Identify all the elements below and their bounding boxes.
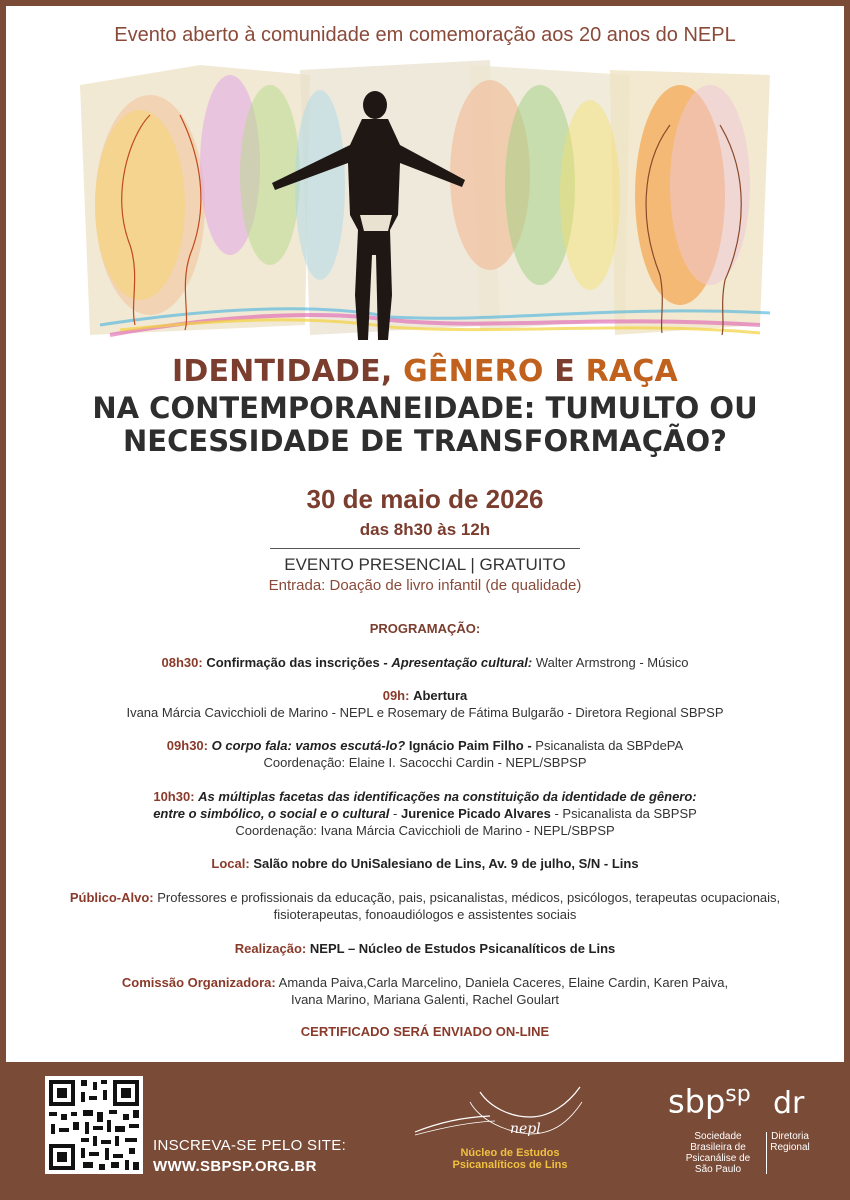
dr-description xyxy=(765,1131,815,1153)
info-value: Salão nobre do UniSalesiano de Lins, Av. 9 de julho, S/N - Lins xyxy=(253,856,639,871)
info-publico xyxy=(0,889,850,923)
nepl-name-line-1: Núcleo de Estudos xyxy=(460,1147,560,1159)
hero-illustration xyxy=(70,55,780,350)
event-mode: EVENTO PRESENCIAL | GRATUITO xyxy=(284,555,566,574)
title-word-raca: RAÇA xyxy=(585,354,678,389)
info-label: Público-Alvo: xyxy=(69,890,154,905)
title-word-e: E xyxy=(554,354,575,389)
program-detail: Ivana Márcia Cavicchioli de Marino - NEPL e Rosemary de Fátima Bulgarão - Diretora Regional SBPSP xyxy=(126,705,724,720)
program-title: Confirmação das inscrições - xyxy=(206,655,388,670)
nepl-name xyxy=(440,1147,580,1171)
info-value-2: fisioterapeutas, fonoaudiólogos e assistentes sociais xyxy=(273,907,577,922)
program-time: 08h30: xyxy=(161,655,203,670)
sbp-desc-line: Brasileira de xyxy=(690,1142,746,1153)
program-time: 09h: xyxy=(382,688,410,703)
program-subtitle: Apresentação cultural: xyxy=(391,655,533,670)
nepl-mark-text: nepl xyxy=(510,1121,541,1137)
title-lines-2-3 xyxy=(0,392,850,458)
dr-desc-line: Regional xyxy=(770,1142,810,1153)
title-word-identidade: IDENTIDADE, xyxy=(172,354,393,389)
qr-code[interactable] xyxy=(45,1076,143,1174)
program-title: As múltiplas facetas das identificações na constituição da identidade de gênero: xyxy=(198,789,697,804)
program-coordination: Coordenação: Elaine I. Sacocchi Cardin - NEPL/SBPSP xyxy=(263,755,587,770)
program-coordination: Coordenação: Ivana Márcia Cavicchioli de Marino - NEPL/SBPSP xyxy=(235,823,615,838)
dr-logo: dr xyxy=(773,1086,805,1121)
sbp-desc-line: Sociedade xyxy=(694,1131,742,1142)
title-line-2: NA CONTEMPORANEIDADE: TUMULTO OU xyxy=(92,391,758,425)
program-time: 10h30: xyxy=(153,789,195,804)
info-value: Professores e profissionais da educação, pais, psicanalistas, médicos, psicólogos, terapeutas ocupacionais, xyxy=(157,890,781,905)
sbp-desc-line: São Paulo xyxy=(694,1164,742,1175)
sbpsp-logo xyxy=(668,1082,751,1121)
event-entry: Entrada: Doação de livro infantil (de qualidade) xyxy=(268,577,582,594)
program-role: - Psicanalista da SBPSP xyxy=(554,806,697,821)
program-title: O corpo fala: vamos escutá-lo? xyxy=(211,738,406,753)
program-title: Abertura xyxy=(413,688,468,703)
sbpsp-description xyxy=(668,1131,768,1175)
program-item-0830 xyxy=(0,654,850,671)
info-local xyxy=(0,855,850,872)
event-date: 30 de maio de 2026 xyxy=(306,484,544,514)
program-speaker: Jurenice Picado Alvares xyxy=(401,806,551,821)
nepl-name-line-2: Psicanalíticos de Lins xyxy=(452,1159,568,1171)
title-line-3: NECESSIDADE DE TRANSFORMAÇÃO? xyxy=(123,424,727,458)
program-speaker: Ignácio Paim Filho - xyxy=(408,738,532,753)
program-detail: Walter Armstrong - Músico xyxy=(535,655,689,670)
program-title-2: entre o simbólico, o social e o cultural xyxy=(153,806,390,821)
info-label: Comissão Organizadora: xyxy=(121,975,276,990)
program-heading: PROGRAMAÇÃO: xyxy=(369,621,481,636)
info-label: Realização: xyxy=(234,941,307,956)
event-tagline: Evento aberto à comunidade em comemoração aos 20 anos do NEPL xyxy=(114,24,736,46)
info-value-2: Ivana Marino, Mariana Galenti, Rachel Goulart xyxy=(290,992,560,1007)
program-item-0900 xyxy=(0,687,850,721)
signup-label: INSCREVA-SE PELO SITE: xyxy=(153,1137,347,1154)
signup-link[interactable]: WWW.SBPSP.ORG.BR xyxy=(153,1158,317,1175)
program-item-0930 xyxy=(0,737,850,771)
sbp-text: sbp xyxy=(668,1082,726,1121)
divider xyxy=(270,548,580,549)
info-realizacao xyxy=(0,940,850,957)
event-time: das 8h30 às 12h xyxy=(359,520,491,539)
info-value: NEPL – Núcleo de Estudos Psicanalíticos de Lins xyxy=(309,941,616,956)
sbp-sup-text: sp xyxy=(725,1082,751,1107)
info-comissao xyxy=(0,974,850,1008)
info-label: Local: xyxy=(211,856,250,871)
certificate-note: CERTIFICADO SERÁ ENVIADO ON-LINE xyxy=(300,1024,550,1039)
program-time: 09h30: xyxy=(166,738,208,753)
program-item-1030: 10h30: As múltiplas facetas das identificações na constituição da identidade de gênero: entre o simbólico, o social e o cultural - Jurenice Picado Alvares - Psicanalista da SBPSP Coordenação: Ivana Márcia Cavicchioli de Marino - NEPL/SBPSP xyxy=(0,788,850,839)
info-value: Amanda Paiva,Carla Marcelino, Daniela Caceres, Elaine Cardin, Karen Paiva, xyxy=(278,975,729,990)
dr-desc-line: Diretoria xyxy=(771,1131,809,1142)
program-role: Psicanalista da SBPdePA xyxy=(535,738,684,753)
title-word-genero: GÊNERO xyxy=(403,354,544,389)
sbp-desc-line: Psicanálise de xyxy=(685,1153,751,1164)
title-line-1 xyxy=(0,354,850,389)
